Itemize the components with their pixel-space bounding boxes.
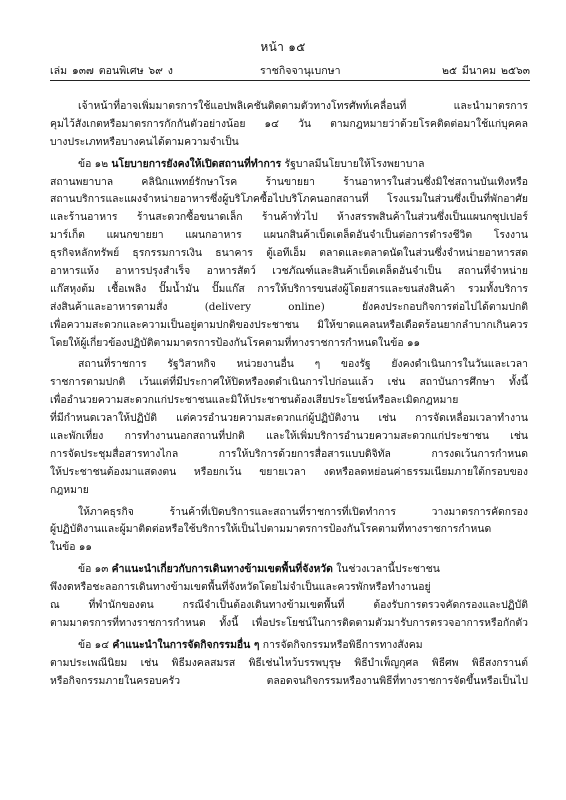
text-line: เจ้าหน้าที่อาจเพิ่มมาตรการใช้แอปพลิเคชันติดตามตัวทางโทรศัพท์เคลื่อนที่ และนำมาตรการ	[78, 100, 528, 112]
section-13	[50, 561, 528, 633]
text-line: และพักเที่ยง การทำงานนอกสถานที่ปกติ และให้เพิ่มบริการอำนวยความสะดวกแก่ประชาชน เช่น	[50, 430, 528, 443]
section-heading: นโยบายการยังคงให้เปิดสถานที่ทำการ	[111, 157, 282, 170]
section-number: ข้อ ๑๔	[78, 638, 110, 651]
text-fragment: ในช่วงเวลานี้ประชาชน	[336, 563, 440, 576]
paragraph-government-offices	[50, 356, 528, 499]
text-line: ราชการตามปกติ เว้นแต่ที่มีประกาศให้ปิดหรืองดดำเนินการไปก่อนแล้ว เช่น สถาบันการศึกษา ทั้งนี้	[50, 376, 528, 389]
text-line: เพื่อความสะดวกและความเป็นอยู่ตามปกติของประชาชน มิให้ขาดแคลนหรือเดือดร้อนยากลำบากเกินควร	[50, 318, 528, 331]
text-line: การจัดประชุมสื่อสารทางไกล การให้บริการด้วยการสื่อสารแบบดิจิทัล การงดเว้นการกำหนด	[50, 447, 528, 460]
text-line: ผู้ปฏิบัติงานและผู้มาติดต่อหรือใช้บริการให้เป็นไปตามมาตรการป้องกันโรคตามที่ทางราชการกำหนด	[50, 523, 492, 536]
gazette-header	[50, 62, 530, 78]
text-line: มาร์เก็ต แผนกขายยา แผนกอาหาร แผนกสินค้าเบ็ดเตล็ดอันจำเป็นต่อการดำรงชีวิต โรงงาน	[50, 229, 528, 242]
text-line: สถานพยาบาล คลินิกแพทย์รักษาโรค ร้านขายยา ร้านอาหารในส่วนซึ่งมิใช่สถานบันเทิงหรือ	[50, 175, 528, 188]
publication-date: ๒๕ มีนาคม ๒๕๖๓	[442, 65, 530, 77]
paragraph-screening	[50, 504, 528, 558]
text-line: แก๊สหุงต้ม เชื้อเพลิง ปั๊มน้ำมัน ปั๊มแก๊ส การให้บริการขนส่งผู้โดยสารและขนส่งสินค้า รวมทั้งบริการ	[50, 282, 528, 295]
text-line: ที่มีกำหนดเวลาให้ปฏิบัติ แต่ควรอำนวยความสะดวกแก่ผู้ปฏิบัติงาน เช่น การจัดเหลื่อมเวลาทำงาน	[50, 412, 528, 425]
text-fragment: การจัดกิจกรรมหรือพิธีการทางสังคม	[262, 638, 423, 651]
text-line: พึงงดหรือชะลอการเดินทางข้ามเขตพื้นที่จังหวัดโดยไม่จำเป็นและควรพักหรือทำงานอยู่	[50, 581, 431, 594]
document-body	[50, 98, 528, 695]
text-line: ในข้อ ๑๑	[50, 541, 93, 554]
paragraph-contact-tracing	[50, 98, 528, 152]
section-heading: คำแนะนำในการจัดกิจกรรมอื่น ๆ	[112, 638, 260, 651]
text-line: บางประเภทหรือบางคนได้ตามความจำเป็น	[50, 135, 239, 148]
section-14	[50, 637, 528, 691]
text-line: ส่งสินค้าและอาหารตามสั่ง (delivery online) ยังคงประกอบกิจการต่อไปได้ตามปกติ	[50, 300, 528, 313]
section-heading: คำแนะนำเกี่ยวกับการเดินทางข้ามเขตพื้นที่จังหวัด	[111, 563, 333, 576]
section-heading-line	[50, 637, 528, 655]
text-line: ตามมาตรการที่ทางราชการกำหนด ทั้งนี้ เพื่อประโยชน์ในการติดตามตัวมารับการตรวจอาการหรือกักตัว	[50, 616, 528, 629]
page-number: หน้า ๑๕	[260, 40, 306, 54]
text-line: ให้ภาคธุรกิจ ร้านค้าที่เปิดบริการและสถานที่ราชการที่เปิดทำการ วางมาตรการคัดกรอง	[78, 505, 528, 518]
section-number: ข้อ ๑๒	[78, 157, 109, 170]
text-line: ให้ประชาชนต้องมาแสดงตน หรือยกเว้น ขยายเวลา งดหรือลดหย่อนค่าธรรมเนียมภายใต้กรอบของ	[50, 465, 528, 478]
text-line: และร้านอาหาร ร้านสะดวกซื้อขนาดเล็ก ร้านค้าทั่วไป ห้างสรรพสินค้าในส่วนซึ่งเป็นแผนกซุปเปอร์	[50, 211, 528, 224]
text-line: ณ ที่พำนักของตน กรณีจำเป็นต้องเดินทางข้ามเขตพื้นที่ ต้องรับการตรวจคัดกรองและปฏิบัติ	[50, 599, 528, 612]
header-divider	[50, 80, 530, 81]
text-line: สถานที่ราชการ รัฐวิสาหกิจ หน่วยงานอื่น ๆ ของรัฐ ยังคงดำเนินการในวันและเวลา	[78, 358, 528, 371]
text-line: คุมไว้สังเกตหรือมาตรการกักกันตัวอย่างน้อย ๑๔ วัน ตามกฎหมายว่าด้วยโรคติดต่อมาใช้แก่บุคคล	[50, 117, 528, 130]
volume-issue: เล่ม ๑๓๗ ตอนพิเศษ ๖๙ ง	[50, 65, 173, 77]
section-heading-line	[50, 561, 528, 579]
text-line: กฎหมาย	[50, 483, 89, 496]
text-line: โดยให้ผู้เกี่ยวข้องปฏิบัติตามมาตรการป้องกันโรคตามที่ทางราชการกำหนดในข้อ ๑๑	[50, 336, 421, 349]
text-line: ธุรกิจหลักทรัพย์ ธุรกรรมการเงิน ธนาคาร ตู้เอทีเอ็ม ตลาดและตลาดนัดในส่วนซึ่งจำหน่ายอาหารสด	[50, 247, 528, 260]
text-line: อาหารแห้ง อาหารปรุงสำเร็จ อาหารสัตว์ เวชภัณฑ์และสินค้าเบ็ดเตล็ดอันจำเป็น สถานที่จำหน่าย	[50, 265, 528, 278]
section-heading-line	[50, 156, 528, 174]
text-line: เพื่ออำนวยความสะดวกแก่ประชาชนและมิให้ประชาชนต้องเสียประโยชน์หรือละเมิดกฎหมาย	[50, 394, 459, 407]
text-fragment: รัฐบาลมีนโยบายให้โรงพยาบาล	[284, 157, 425, 170]
section-12	[50, 156, 528, 353]
section-number: ข้อ ๑๓	[78, 563, 109, 576]
text-line: สถานบริการและแผงจำหน่ายอาหารซึ่งผู้บริโภคซื้อไปบริโภคนอกสถานที่ โรงแรมในส่วนซึ่งเป็นที่พักอาศัย	[50, 193, 528, 206]
gazette-title: ราชกิจจานุเบกษา	[260, 65, 341, 77]
text-line: หรือกิจกรรมภายในครอบครัว ตลอดจนกิจกรรมหรืองานพิธีที่ทางราชการจัดขึ้นหรือเป็นไป	[50, 674, 528, 687]
text-line: ตามประเพณีนิยม เช่น พิธีมงคลสมรส พิธีเช่นไหว้บรรพบุรุษ พิธีบำเพ็ญกุศล พิธีศพ พิธีสงกรานต์	[50, 656, 528, 669]
